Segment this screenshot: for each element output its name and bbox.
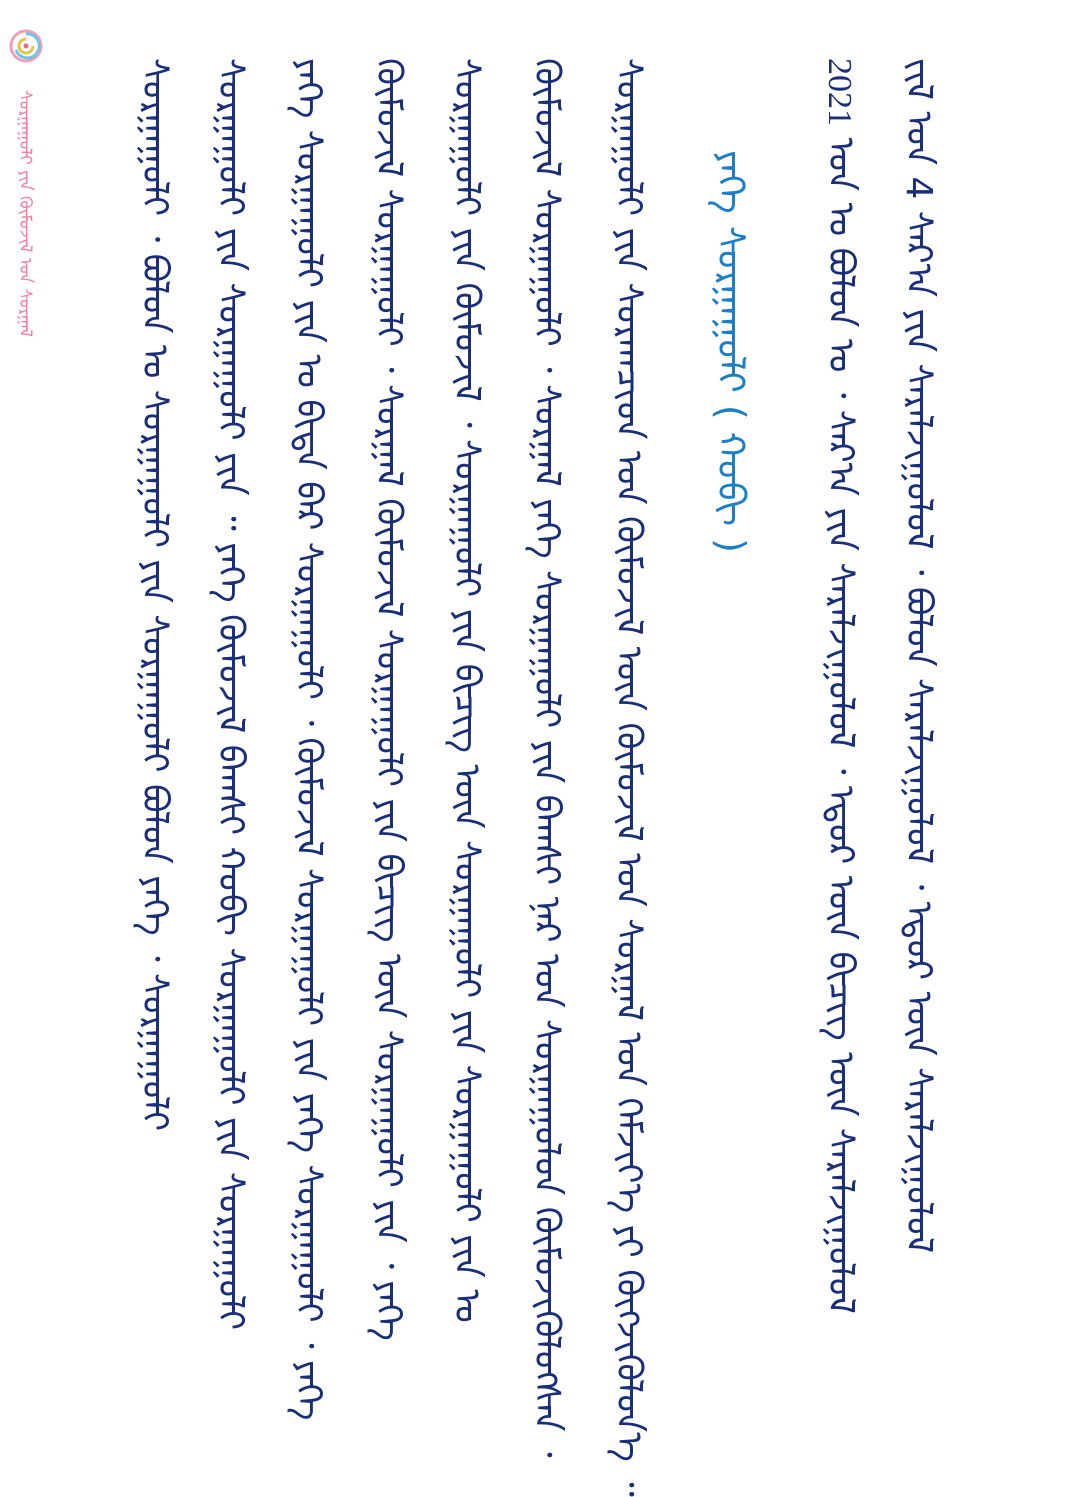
body-line: ᠰᠤᠷᠭᠠᠭᠤᠯᠢ ᠶᠢᠨ ᠬᠥᠮᠦᠵᠢᠯ ᠂ ᠰᠤᠷᠭᠠᠭᠤᠯᠢ ᠶᠢᠨ ᠪᠢᠴᠢᠭ᠌ ᠦᠨ ᠰᠤᠷᠭᠠᠭᠤᠯᠢ ᠶᠢᠨ ᠰᠤᠷᠭᠠᠭᠤᠯᠢ ᠶᠢᠨ ᠤ (446, 58, 487, 1323)
body-line: ᠬᠥᠮᠦᠵᠢᠯ ᠰᠤᠷᠭᠠᠭᠤᠯᠢ ᠂ ᠰᠤᠷᠭᠠᠯ ᠶᠡᠬᠡ ᠰᠤᠷᠭᠠᠭᠤᠯᠢ ᠶᠢᠨ ᠪᠠᠭᠰᠢ ᠨᠠᠷ ᠤᠨ ᠰᠤᠷᠭᠠᠭᠤᠯᠤᠨ ᠬᠥᠮᠦᠵᠢᠭᠦᠯᠦᠭᠰᠡᠨ ᠂ (526, 58, 567, 1458)
body-line: ᠰᠤᠷᠭᠠᠭᠤᠯᠢ ᠂ ᠪᠣᠯᠤᠨ ᠤ ᠰᠤᠷᠭᠠᠭᠤᠯᠢ ᠶᠢᠨ ᠰᠤᠷᠭᠠᠭᠤᠯᠢ ᠪᠣᠯᠤᠨ ᠶᠡᠬᠡ ᠂ ᠰᠤᠷᠭᠠᠭᠤᠯᠢ (134, 58, 175, 1132)
body-line: ᠰᠤᠷᠭᠠᠭᠤᠯᠢ ᠶᠢᠨ ᠰᠤᠷᠭᠠᠭᠤᠯᠢ ᠶᠢᠨ ᠃ ᠶᠡᠬᠡ ᠬᠥᠮᠦᠵᠢᠯ ᠪᠠᠭᠰᠢ ᠬᠤᠪᠢ ᠰᠤᠷᠭᠠᠭᠤᠯᠢ ᠶᠢᠨ ᠰᠤᠷᠭᠠᠭᠤᠯᠢ (210, 58, 251, 1331)
body-line: ᠬᠥᠮᠦᠵᠢᠯ ᠰᠤᠷᠭᠠᠭᠤᠯᠢ ᠂ ᠰᠤᠷᠭᠠᠯ ᠬᠥᠮᠦᠵᠢᠯ ᠰᠤᠷᠭᠠᠭᠤᠯᠢ ᠶᠢᠨ ᠪᠢᠴᠢᠭ᠌ ᠦᠨ ᠰᠤᠷᠭᠠᠭᠤᠯᠢ ᠶᠢᠨ ᠂ ᠶᠡᠬᠡ (368, 58, 409, 1341)
source-watermark: ᠰᠤᠷᠭᠠᠭᠤᠯᠢ ᠶᠢᠨ ᠬᠥᠮᠦᠵᠢᠯ ᠤᠨ ᠰᠤᠷᠭᠠᠯ (15, 90, 35, 337)
intro-line-2-text: ᠣᠨ ᠤ ᠪᠣᠯᠤᠨ ᠤ ᠂ ᠰᠠᠷ᠎ᠠ ᠶᠢᠨ ᠰᠠᠷᠠᠯᠵᠢᠭᠤᠯᠤᠯ ᠂ ᠡᠳᠦᠷ ᠦᠨ ᠪᠢᠴᠢᠭ᠌ ᠦᠨ ᠰᠠᠷᠠᠯᠵᠢᠭᠤᠯᠤᠯ (820, 126, 861, 1314)
intro-line-2 (820, 58, 861, 1314)
section-title: ᠶᠡᠬᠡ ᠰᠤᠷᠭᠠᠭᠤᠯᠢ ( ᠬᠤᠪᠢ ) (709, 150, 753, 553)
swirl-logo-icon (8, 28, 44, 64)
intro-year: 2021 (821, 58, 858, 126)
intro-line-1: ᠵᠢᠯ ᠤᠨ 4 ᠰᠠᠷ᠎ᠠ ᠶᠢᠨ ᠰᠠᠷᠠᠯᠵᠢᠭᠤᠯᠤᠯ ᠂ ᠪᠣᠯᠤᠨ ᠰᠠᠷᠠᠯᠵᠢᠭᠤᠯᠤᠯ ᠂ ᠡᠳᠦᠷ ᠦᠨ ᠰᠠᠷᠠᠯᠵᠢᠭᠤᠯᠤᠯ (898, 58, 939, 1254)
body-line: ᠰᠤᠷᠭᠠᠭᠤᠯᠢ ᠶᠢᠨ ᠰᠤᠷᠠᠭᠴᠢᠳ ᠤᠨ ᠬᠥᠮᠦᠵᠢᠯ ᠦᠨ ᠬᠦᠮᠦᠵᠢᠯ ᠤᠨ ᠰᠤᠷᠭᠠᠯ ᠤᠨ ᠬᠡᠮᠵᠢᠶ᠎ᠡ ᠶᠢ ᠬᠥᠭᠵᠢᠭᠦᠯᠦᠨ᠎ᠡ ᠃ (608, 58, 649, 1497)
body-line: ᠶᠡᠬᠡ ᠰᠤᠷᠭᠠᠭᠤᠯᠢ ᠶᠢᠨ ᠤ ᠪᠢᠳᠡ ᠪᠡᠷ ᠰᠤᠷᠭᠠᠭᠤᠯᠢ ᠂ ᠬᠥᠮᠦᠵᠢᠯ ᠰᠤᠷᠭᠠᠭᠤᠯᠢ ᠶᠢᠨ ᠶᠡᠬᠡ ᠰᠤᠷᠭᠠᠭᠤᠯᠢ ᠂ ᠶᠡᠬᠡ (288, 58, 329, 1421)
